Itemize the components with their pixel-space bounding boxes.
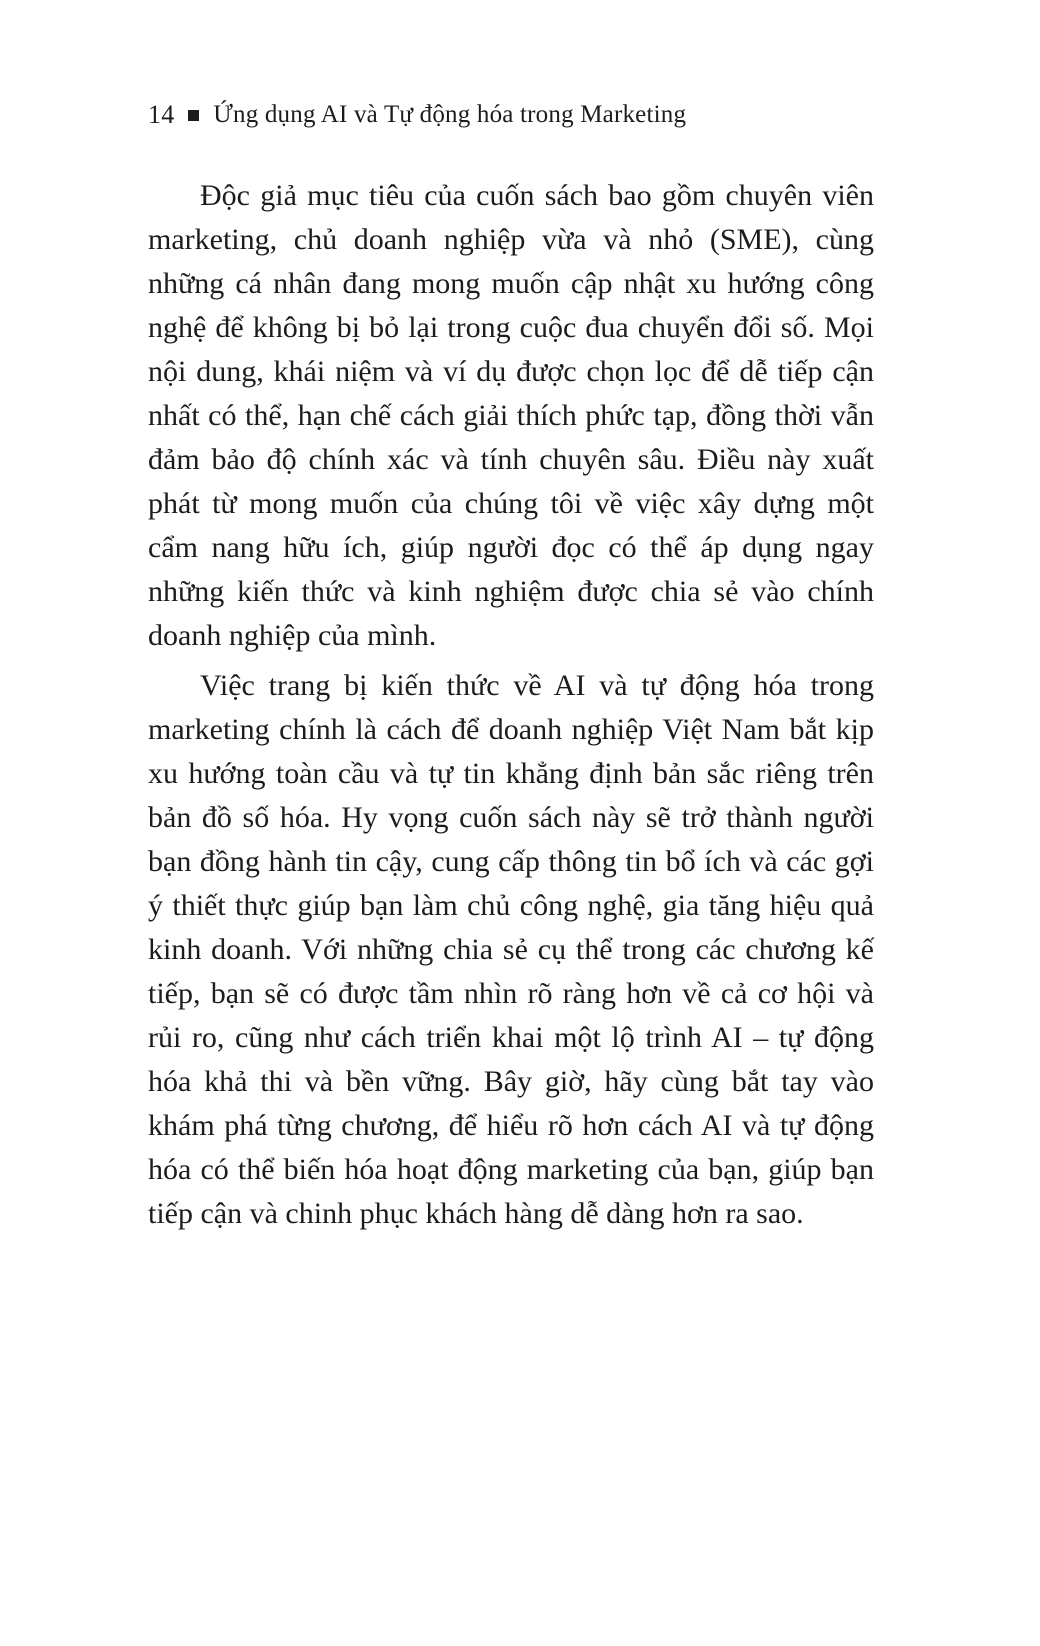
body-text (148, 174, 874, 1236)
running-header (148, 100, 874, 130)
running-title: Ứng dụng AI và Tự động hóa trong Marketing (213, 101, 687, 128)
page-number: 14 (148, 100, 175, 129)
square-bullet-icon (188, 110, 199, 121)
paragraph: Việc trang bị kiến thức về AI và tự động hóa trong marketing chính là cách để doanh nghiệp Việt Nam bắt kịp xu hướng toàn cầu và tự tin khẳng định bản sắc riêng trên bản đồ số hóa. Hy vọng cuốn sách này sẽ trở thành người bạn đồng hành tin cậy, cung cấp thông tin bổ ích và các gợi ý thiết thực giúp bạn làm chủ công nghệ, gia tăng hiệu quả kinh doanh. Với những chia sẻ cụ thể trong các chương kế tiếp, bạn sẽ có được tầm nhìn rõ ràng hơn về cả cơ hội và rủi ro, cũng như cách triển khai một lộ trình AI – tự động hóa khả thi và bền vững. Bây giờ, hãy cùng bắt tay vào khám phá từng chương, để hiểu rõ hơn cách AI và tự động hóa có thể biến hóa hoạt động marketing của bạn, giúp bạn tiếp cận và chinh phục khách hàng dễ dàng hơn ra sao. (148, 669, 874, 1230)
content-column (148, 100, 874, 1236)
paragraph: Độc giả mục tiêu của cuốn sách bao gồm chuyên viên marketing, chủ doanh nghiệp vừa và nhỏ (SME), cùng những cá nhân đang mong muốn cập nhật xu hướng công nghệ để không bị bỏ lại trong cuộc đua chuyển đổi số. Mọi nội dung, khái niệm và ví dụ được chọn lọc để dễ tiếp cận nhất có thể, hạn chế cách giải thích phức tạp, đồng thời vẫn đảm bảo độ chính xác và tính chuyên sâu. Điều này xuất phát từ mong muốn của chúng tôi về việc xây dựng một cẩm nang hữu ích, giúp người đọc có thể áp dụng ngay những kiến thức và kinh nghiệm được chia sẻ vào chính doanh nghiệp của mình. (148, 179, 874, 652)
